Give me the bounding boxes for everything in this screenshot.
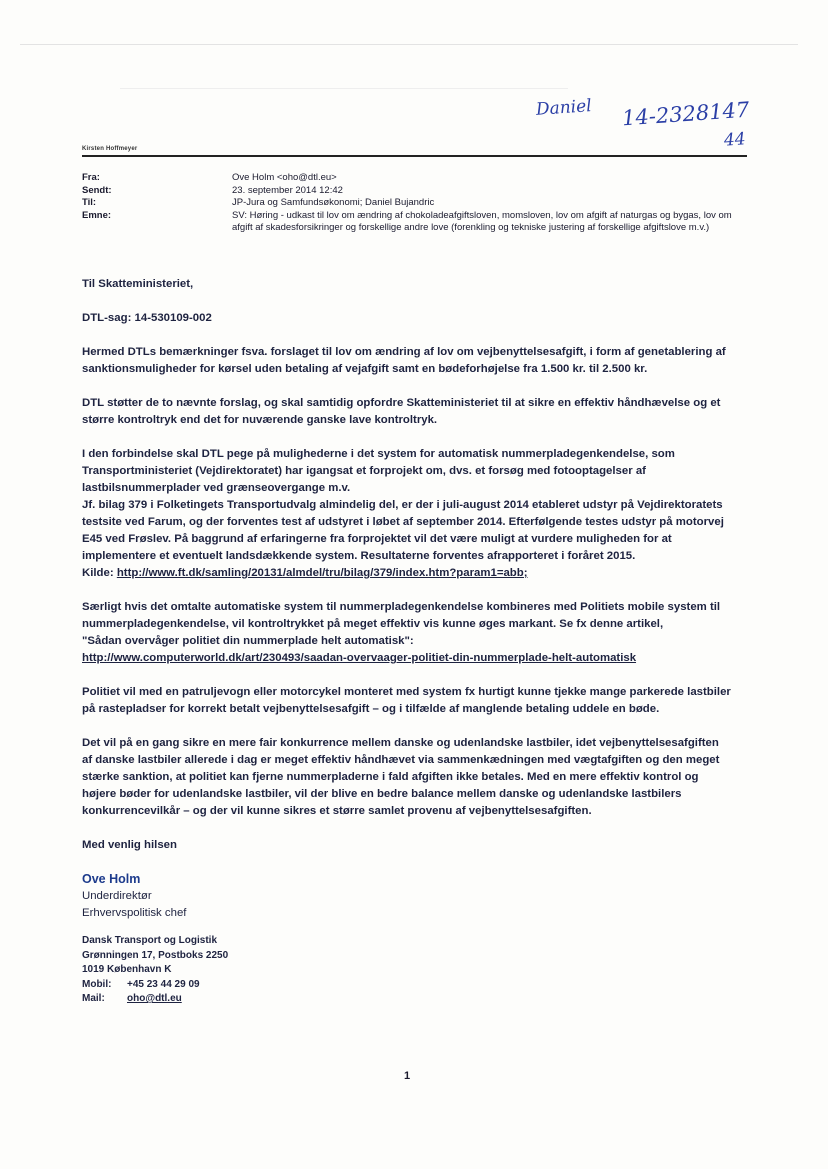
signature-title-1: Underdirektør bbox=[82, 890, 152, 902]
meta-value-to: JP-Jura og Samfundsøkonomi; Daniel Bujandric bbox=[232, 197, 435, 208]
closing: Med venlig hilsen bbox=[82, 839, 177, 851]
case-reference: DTL-sag: 14-530109-002 bbox=[82, 312, 212, 324]
organization-name: Dansk Transport og Logistik bbox=[82, 935, 218, 946]
paragraph-6: Det vil på en gang sikre en mere fair konkurrence mellem danske og udenlandske lastbiler, idet vejbenyttelsesafgiften af danske lastbiler allerede i dag er meget effektiv håndhævet via sammenkædningen med vægtafgiften og den meget stærke sanktion, at politiet kan fjerne nummerpladerne i fald afgiften ikke betales. Med en mere effektiv kontrol og højere bøder for udenlandske lastbiler, vil der blive en bedre balance mellem danske og udenlandske lastbilers konkurrencevilkår – og der vil kunne sikres et større samlet provenu af vejbenyttelsesafgiften. bbox=[82, 737, 720, 817]
mail-link[interactable]: oho@dtl.eu bbox=[127, 993, 182, 1004]
mobile-label: Mobil: bbox=[82, 978, 112, 990]
meta-label: Til: bbox=[82, 197, 97, 208]
paragraph-2: DTL støtter de to nævnte forslag, og skal samtidig opfordre Skatteministeriet til at sikre en effektiv håndhævelse og et større kontroltryk end det for nuværende ganske lave kontroltryk. bbox=[82, 397, 721, 426]
article-title: "Sådan overvåger politiet din nummerplade helt automatisk": bbox=[82, 635, 414, 647]
mail-row bbox=[82, 992, 732, 1007]
signature-title-2: Erhvervspolitisk chef bbox=[82, 907, 187, 919]
paragraph-3b: Jf. bilag 379 i Folketingets Transportudvalg almindelig del, er der i juli-august 2014 etableret udstyr på Vejdirektoratets testsite ved Farum, og der forventes test af udstyret i løbet af september 2014. Efterfølgende testes udstyr på motorvej E45 ved Frøslev. På baggrund af erfaringerne fra forprojektet vil det være muligt at vurdere muligheden for at implementere et eventuelt landsdækkende system. Resultaterne forventes afrapporteret i foråret 2015. bbox=[82, 499, 724, 562]
paragraph-1: Hermed DTLs bemærkninger fsva. forslaget til lov om ændring af lov om vejbenyttelsesafgift, i form af genetablering af sanktionsmuligheder for kørsel uden betaling af vejafgift samt en bødeforhøjelse fra 1.500 kr. til 2.500 kr. bbox=[82, 346, 726, 375]
paragraph-3 bbox=[82, 446, 732, 582]
signature bbox=[82, 871, 732, 1007]
address-line-1: Grønningen 17, Postboks 2250 bbox=[82, 949, 229, 961]
paragraph-5: Politiet vil med en patruljevogn eller motorcykel monteret med system fx hurtigt kunne tjekke mange parkerede lastbiler på rastepladser for korrekt betalt vejbenyttelsesafgift – og i tilfælde af manglende betaling uddele en bøde. bbox=[82, 686, 731, 715]
handwritten-page-mark: 44 bbox=[723, 129, 747, 151]
article-link[interactable]: http://www.computerworld.dk/art/230493/saadan-overvaager-politiet-din-nummerplade-helt-automatisk bbox=[82, 652, 637, 664]
paragraph-4-text: Særligt hvis det omtalte automatiske system til nummerpladegenkendelse kombineres med Politiets mobile system til nummerpladegenkendelse, vil kontroltrykket på meget effektiv vis kunne øges markant. Se fx denne artikel, bbox=[82, 601, 721, 630]
mail-label: Mail: bbox=[82, 993, 105, 1004]
page-number: 1 bbox=[404, 1070, 411, 1082]
mobile-row bbox=[82, 978, 732, 993]
meta-value-sent: 23. september 2014 12:42 bbox=[232, 184, 343, 196]
meta-row-to bbox=[82, 197, 742, 210]
handwritten-name: Daniel bbox=[535, 96, 593, 120]
meta-label: Sendt: bbox=[82, 184, 112, 196]
salutation: Til Skatteministeriet, bbox=[82, 278, 194, 290]
address-line-2: 1019 København K bbox=[82, 964, 172, 975]
signature-name: Ove Holm bbox=[82, 872, 141, 886]
header-divider bbox=[82, 155, 747, 157]
meta-row-from bbox=[82, 172, 742, 185]
sender-name-header: Kirsten Hoffmeyer bbox=[82, 146, 138, 152]
meta-row-subject bbox=[82, 210, 742, 235]
meta-row-sent bbox=[82, 185, 742, 198]
source-label: Kilde: bbox=[82, 567, 114, 579]
email-meta bbox=[82, 172, 742, 235]
signature-contact bbox=[82, 934, 732, 1007]
scan-artifact-line bbox=[120, 88, 568, 89]
mobile-number: +45 23 44 29 09 bbox=[127, 978, 200, 990]
letter-body bbox=[82, 276, 732, 1007]
meta-value-subject: SV: Høring - udkast til lov om ændring af chokoladeafgiftsloven, momsloven, lov om afgift af naturgas og bygas, lov om afgift af skadesforsikringer og forskellige andre love (forenkling og tekniske justering af forskellige afgiftslove m.v.) bbox=[232, 209, 732, 233]
paragraph-4 bbox=[82, 599, 732, 667]
handwritten-case-number: 14-2328147 bbox=[621, 97, 751, 131]
meta-label: Fra: bbox=[82, 172, 100, 183]
meta-value-from: Ove Holm <oho@dtl.eu> bbox=[232, 172, 337, 183]
scan-artifact-line bbox=[20, 44, 798, 45]
source-link[interactable]: http://www.ft.dk/samling/20131/almdel/tru/bilag/379/index.htm?param1=abb; bbox=[116, 567, 528, 579]
meta-label: Emne: bbox=[82, 209, 112, 221]
paragraph-3a: I den forbindelse skal DTL pege på mulighederne i det system for automatisk nummerpladegenkendelse, som Transportministeriet (Vejdirektoratet) har igangsat et forprojekt om, dvs. et forsøg med fotooptagelser af lastbilsnummerplader ved grænseovergange m.v. bbox=[82, 448, 675, 494]
